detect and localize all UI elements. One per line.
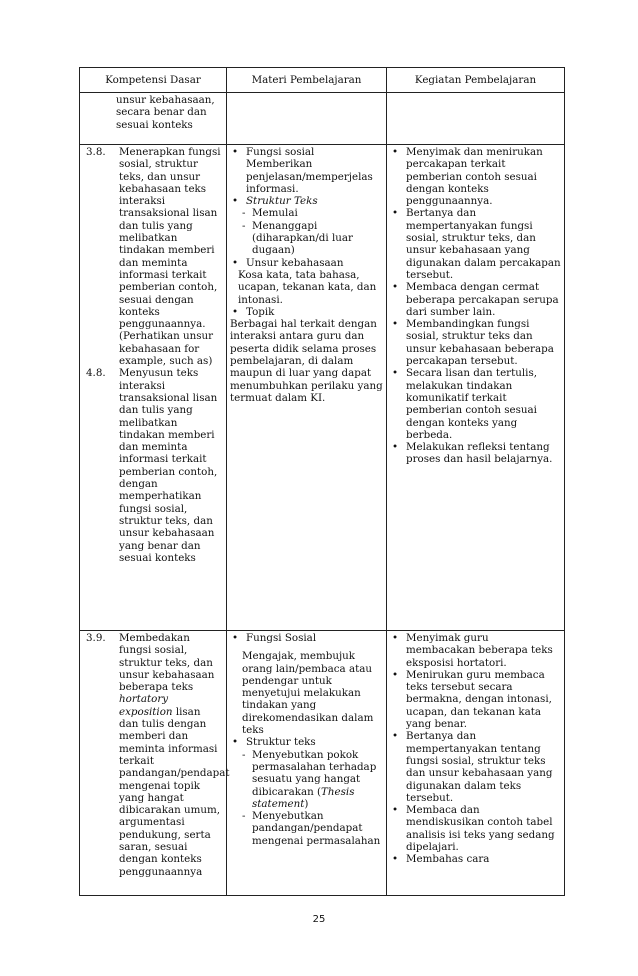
materi-list: [230, 632, 383, 644]
kd-cell: [80, 93, 227, 145]
list-item: • Secara lisan dan tertulis, melakukan tindakan komunikatif terkait pemberian contoh sesuai dengan konteks yang berbeda.: [390, 367, 561, 441]
list-item: • Membaca dengan cermat beberapa percakapan serupa dari sumber lain.: [390, 281, 561, 318]
topik-text: Berbagai hal terkait dengan interaksi antara guru dan peserta didik selama proses pembelajaran, di dalam maupun di luar yang dapat menumbuhkan perilaku yang termuat dalam KI.: [230, 318, 383, 404]
kd-text: lisan dan tulis dengan memberi dan meminta informasi terkait pandangan/pendapat mengenai topik yang hangat dibicarakan umum, argumentasi pendukung, serta saran, sesuai dengan konteks penggunaannya: [119, 705, 230, 878]
kd-text: Membedakan fungsi sosial, struktur teks, dan unsur kebahasaan beberapa teks: [119, 632, 215, 694]
materi-item-struktur: [230, 195, 383, 207]
struktur-label: Struktur teks: [246, 736, 316, 749]
struktur-sublist: [230, 207, 383, 256]
list-item: • Menirukan guru membaca teks tersebut secara bermakna, dengan intonasi, ucapan, dan tekanan kata yang benar.: [390, 669, 561, 730]
list-item: • Bertanya dan mempertanyakan tentang fungsi sosial, struktur teks dan unsur kebahasaan yang digunakan dalam teks tersebut.: [390, 730, 561, 804]
struktur-subitem: - Menanggapi (diharapkan/di luar dugaan): [242, 220, 383, 257]
header-materi-pembelajaran: Materi Pembelajaran: [227, 68, 387, 93]
kegiatan-cell: [387, 631, 565, 896]
kd-cell: [80, 631, 230, 896]
kd-continuation: unsur kebahasaan, secara benar dan sesuai konteks: [116, 94, 215, 131]
struktur-sublist: [230, 749, 383, 847]
unsur-label: Unsur kebahasaan: [246, 256, 344, 269]
table-row: [80, 631, 565, 896]
kd-item: [83, 632, 230, 878]
materi-item-fungsi: [230, 146, 383, 195]
list-item: • Membahas cara: [390, 853, 561, 865]
kegiatan-cell: [387, 93, 565, 145]
materi-list: [230, 306, 383, 318]
kd-text: Menyusun teks interaksi transaksional lisan dan tulis yang melibatkan tindakan memberi dan meminta informasi terkait pemberian contoh, dengan memperhatikan fungsi sosial, struktur teks, dan unsur kebahasaan yang benar dan sesuai konteks: [119, 367, 218, 564]
kegiatan-cell: [387, 145, 565, 631]
table-row: [80, 145, 565, 631]
syllabus-table: [79, 67, 565, 896]
kd-item: [83, 367, 223, 564]
kd-number: 4.8.: [86, 367, 106, 380]
header-kegiatan-pembelajaran: Kegiatan Pembelajaran: [387, 68, 565, 93]
materi-cell: [227, 93, 387, 145]
materi-item-topik: [230, 306, 383, 318]
list-item: • Menyimak guru membacakan beberapa teks eksposisi hortatori.: [390, 632, 561, 669]
materi-item-fungsi: [230, 632, 383, 644]
list-item: • Membandingkan fungsi sosial, struktur teks dan unsur kebahasaan beberapa percakapan tersebut.: [390, 318, 561, 367]
kd-number: 3.9.: [86, 632, 106, 644]
kd-text-italic: hortatory exposition: [119, 693, 173, 718]
table-row: [80, 93, 565, 145]
header-kompetensi-dasar: Kompetensi Dasar: [80, 68, 227, 93]
materi-list: [230, 736, 383, 748]
fungsi-text: Mengajak, membujuk orang lain/pembaca atau pendengar untuk menyetujui melakukan tindakan yang direkomendasikan dalam teks: [242, 650, 374, 737]
fungsi-label: Fungsi Sosial: [246, 632, 317, 644]
kegiatan-list: [390, 632, 561, 866]
struktur-label: Struktur Teks: [246, 195, 318, 208]
struktur-subitem: - Menyebutkan pandangan/pendapat mengenai permasalahan: [242, 810, 383, 847]
kd-number: 3.8.: [86, 146, 106, 158]
topik-label: Topik: [246, 305, 275, 318]
materi-list: [230, 257, 383, 269]
subitem-text-italic: Thesis statement: [252, 785, 355, 810]
page-number: 25: [312, 914, 326, 925]
kd-item: [83, 146, 223, 367]
unsur-text: Kosa kata, tata bahasa, ucapan, tekanan kata, dan intonasi.: [238, 268, 377, 306]
list-item: • Membaca dan mendiskusikan contoh tabel analisis isi teks yang sedang dipelajari.: [390, 804, 561, 853]
fungsi-text: Memberikan penjelasan/memperjelas informasi.: [246, 158, 373, 195]
struktur-subitem: [242, 749, 383, 810]
list-item: • Bertanya dan mempertanyakan fungsi sosial, struktur teks, dan unsur kebahasaan yang digunakan dalam percakapan tersebut.: [390, 207, 561, 281]
materi-cell: [227, 631, 387, 896]
list-item: • Melakukan refleksi tentang proses dan hasil belajarnya.: [390, 441, 561, 466]
materi-item-unsur: [230, 257, 383, 269]
fungsi-label: Fungsi sosial: [246, 146, 315, 158]
subitem-text: Menyebutkan pokok permasalahan terhadap sesuatu yang hangat dibicarakan (: [252, 748, 377, 798]
materi-cell: [227, 145, 387, 631]
kd-cell: [80, 145, 227, 631]
list-item: • Menyimak dan menirukan percakapan terkait pemberian contoh sesuai dengan konteks penggunaannya.: [390, 146, 561, 207]
table-header-row: [80, 68, 565, 93]
materi-list: [230, 146, 383, 207]
subitem-text: ): [304, 797, 309, 810]
kegiatan-list: [390, 146, 561, 466]
kd-text: Menerapkan fungsi sosial, struktur teks, dan unsur kebahasaan teks interaksi transaksional lisan dan tulis yang melibatkan tindakan memberi dan meminta informasi terkait pemberian contoh, sesuai dengan konteks penggunaannya. (Perhatikan unsur kebahasaan for example, such as): [119, 146, 221, 368]
struktur-subitem: - Memulai: [242, 207, 383, 219]
materi-item-struktur: [230, 736, 383, 748]
